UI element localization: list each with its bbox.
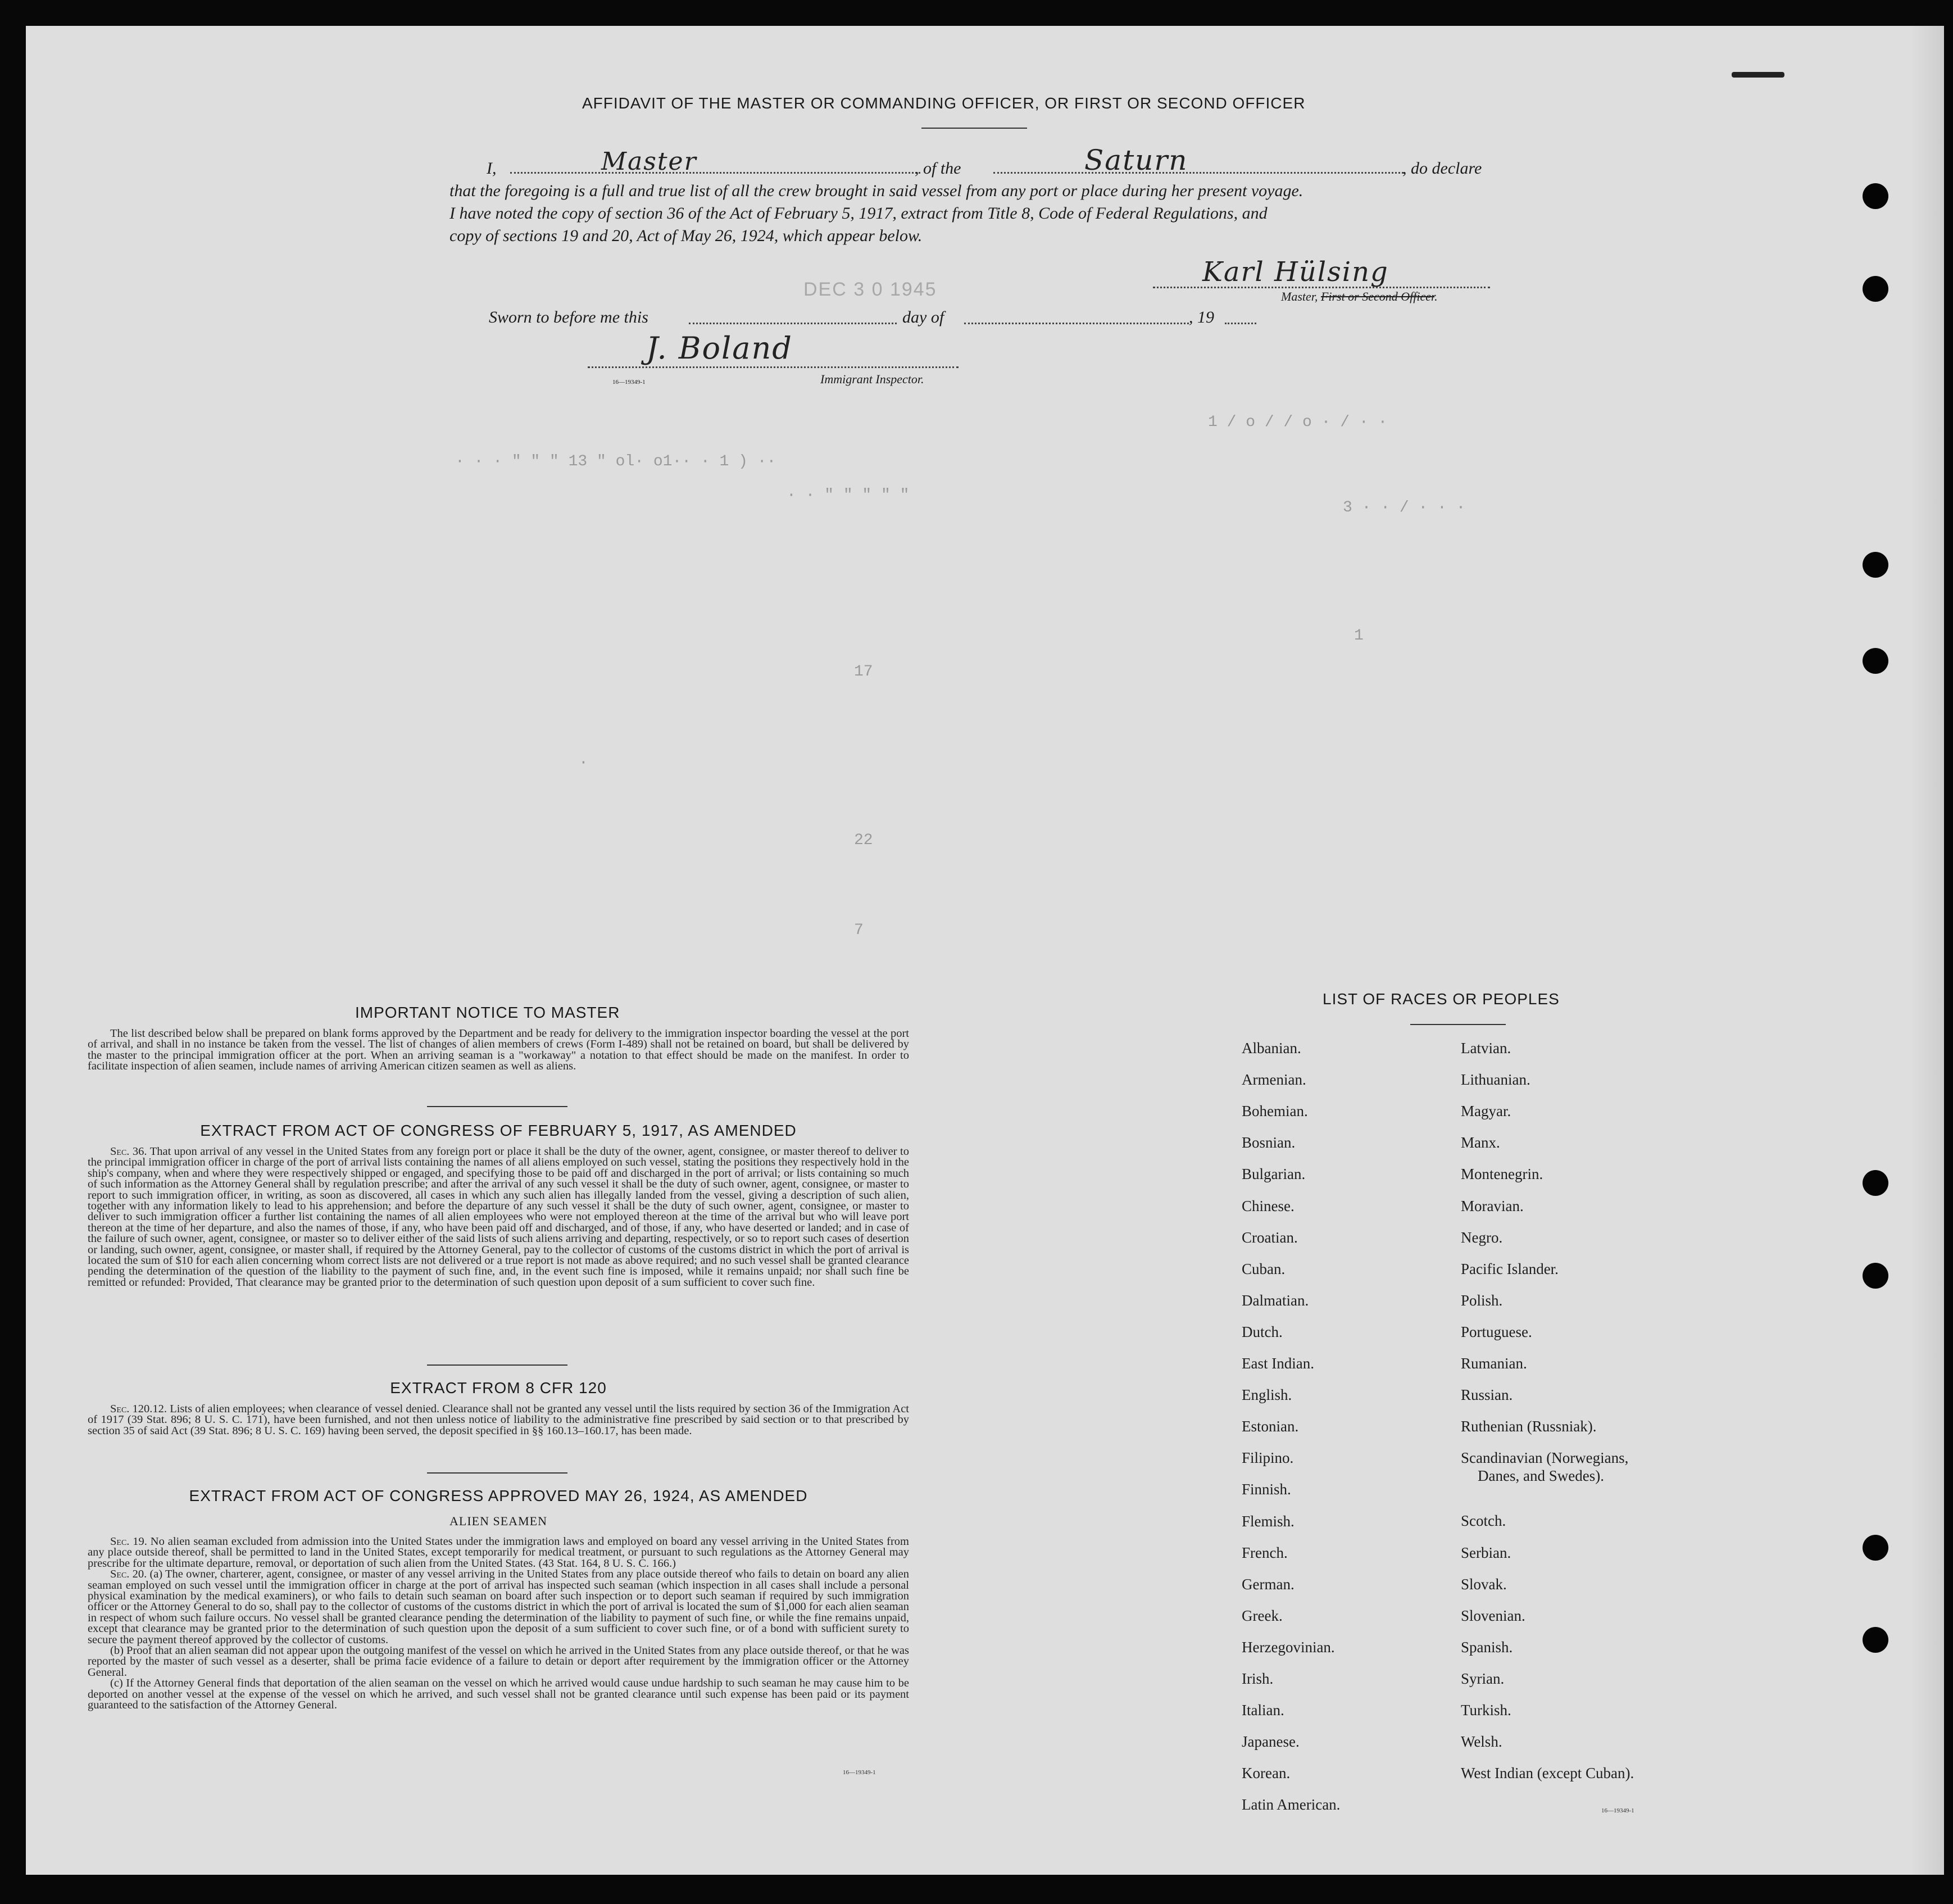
extract-form-code: 16—19349-1 [843,1769,876,1776]
alien-seamen-subtitle: ALIEN SEAMEN [449,1514,547,1528]
race-item: Slovenian. [1461,1607,1525,1624]
of-the-label: , of the [915,159,961,178]
page-edge-shadow [1910,26,1944,1875]
notice-text [88,1028,909,1072]
sec20b-text: (b) Proof that an alien seaman did not appear upon the outgoing manifest of the vessel on which he arrived in the United States from any place outside thereof, or that he was reported by the master of such vessel as a deserter, shall be prima facie evidence of a failure to detain or deport after requirement by the immigration officer or the Attorney General. [88,1644,909,1679]
sec20a-text: (a) The owner, charterer, agent, consignee, or master of any vessel arriving in the United States from any place outside thereof who fails to detain on board any alien seaman employed on such vessel until the immigration officer in charge at the port of arrival has inspected such seaman (which inspection in all cases shall include a personal physical examination by the medical examiners), or who fails to detain such seaman on board after such inspection or to deport such seaman if required by such immigration officer or the Attorney General to do so, shall pay to the collector of customs of the customs district in which the port of arrival is located the sum of $1,000 for each alien seaman in respect of whom such failure occurs. No vessel shall be granted clearance pending the determination of the liability to payment of such fine, or while the fine remains unpaid, except that clearance may be granted prior to the determination of such question upon the deposit of a sum sufficient to cover such fine, or of a bond with sufficient surety to secure the payment thereof approved by the collector of customs. [88,1568,909,1646]
race-item: Armenian. [1242,1071,1306,1089]
race-item: Herzegovinian. [1242,1638,1335,1656]
inspector-signature: J. Boland [646,330,793,366]
bleed-through: 22 [854,832,873,849]
sec120-label: Sec. 120.12. [110,1403,167,1415]
race-item: Portuguese. [1461,1323,1532,1340]
year-field [1225,323,1256,324]
race-item: Turkish. [1461,1702,1511,1719]
sec19-text: No alien seaman excluded from admission into the United States under the immigration laws and employed on board any vessel arriving in the United States from any place outside thereof, shall be permitted to land in the United States, except temporarily for medical treatment, or pursuant to such regulations as the Attorney General may prescribe for the ultimate departure, removal, or deportation of such alien from the United States. (43 Stat. 164, 8 U. S. C. 166.) [88,1535,910,1570]
binder-hole [1863,1263,1888,1289]
affidavit-body-line3: copy of sections 19 and 20, Act of May 26, 1924, which appear below. [449,226,923,245]
sec20-label: Sec. 20. [110,1568,147,1581]
bleed-through: 1 [1354,627,1364,645]
extract-1924-text [88,1536,909,1711]
binder-hole [1863,1170,1888,1196]
extract-1924-title: EXTRACT FROM ACT OF CONGRESS APPROVED MAY 26, 1924, AS AMENDED [189,1487,808,1504]
race-item: Danes, and Swedes). [1478,1467,1604,1485]
race-item: Montenegrin. [1461,1166,1543,1183]
race-item: Moravian. [1461,1197,1524,1214]
race-item: Finnish. [1242,1481,1291,1498]
race-item: Magyar. [1461,1103,1511,1120]
race-item: Polish. [1461,1291,1503,1309]
race-item: French. [1242,1544,1288,1561]
sec120-text: Lists of alien employees; when clearance of vessel denied. Clearance shall not be granted any vessel until the lists required by section 36 of the Immigration Act of 1917 (39 Stat. 896; 8 U. S. C. 171), have been furnished, and not then unless notice of liability to the administrative fine prescribed by said section or to that prescribed by section 35 of said Act (39 Stat. 896; 8 U. S. C. 169) having been served, the deposit specified in §§ 160.13–160.17, has been made. [88,1403,910,1437]
bleed-through: 3 · · / · · · [1343,499,1466,516]
bleed-through: 7 [854,922,864,939]
affidavit-body-line1: that the foregoing is a full and true list of all the crew brought in said vessel from any port or place during her present voyage. [449,182,1303,200]
race-item: Dalmatian. [1242,1291,1309,1309]
races-divider [1410,1024,1506,1025]
sworn-day-field [689,323,897,324]
race-item: Slovak. [1461,1575,1507,1593]
section-divider [427,1364,567,1366]
do-declare-label: , do declare [1402,159,1482,178]
bleed-through: 1 / o / / o · / · · [1208,414,1388,431]
bleed-through: · [579,754,588,772]
race-item: Syrian. [1461,1670,1505,1687]
declarant-handwritten: Master [601,147,697,176]
race-item: English. [1242,1386,1292,1404]
sworn-month-field [964,323,1189,324]
notice-paragraph: The list described below shall be prepared on blank forms approved by the Department and be ready for delivery to the immigration inspector boarding the vessel at the port of arrival, and shall in no instance be taken from the vessel. The list of changes of alien members of crews (Form I-489) shall not be retained on board, but shall be delivered by the master to the principal immigration officer at the port. When an arriving seaman is a "workaway" a notation to that effect should be made on the manifest. In order to facilitate inspection of alien seamen, include names of arriving American citizen seamen as well as aliens. [88,1027,909,1073]
signature-caption [1281,289,1438,304]
sec20c-text: (c) If the Attorney General finds that deportation of the alien seaman on the vessel on which he arrived would cause undue hardship to such seaman he may cause him to be deported on another vessel at the expense of the vessel on which he arrived, and such vessel shall not be granted clearance until such expense has been paid or its payment guaranteed to the satisfaction of the Attorney General. [88,1677,909,1712]
race-item: Chinese. [1242,1197,1295,1214]
race-item: Serbian. [1461,1544,1511,1561]
race-item: Spanish. [1461,1638,1513,1656]
inspector-form-code: 16—19349-1 [612,379,646,386]
bleed-through: · · " " " " " [787,487,910,504]
binder-hole [1863,1627,1888,1653]
sec36-text: That upon arrival of any vessel in the United States from any foreign port or place it shall be the duty of the owner, agent, consignee, or master thereof to deliver to the principal immigration officer in charge of the port of arrival lists containing the names of all aliens employed on such vessel, stating the positions they respectively hold in the ship's company, when and where they were respectively shipped or engaged, and specifying those to be paid off and discharged in the port of arrival; or lists containing so much of such information as the Attorney General shall by regulation prescribe; and after the arrival of any such vessel it shall be the duty of such owner, agent, consignee, or master to report to such immigration officer, in writing, as soon as discovered, all cases in which any such alien has illegally landed from the vessel, giving a description of such alien, together with any information likely to lead to his apprehension; and before the departure of any such vessel it shall be the duty of such owner, agent, consignee, or master to deliver to such immigration officer a further list containing the names of all alien employees who were not employed thereon at the time of the arrival but who will leave port thereon at the time of her departure, and also the names of those, if any, who have been paid off and discharged, and of those, if any, who have deserted or landed; and in case of the failure of such owner, agent, consignee, or master so to deliver either of the said lists of such aliens arriving and departing, respectively, or so to report such cases of desertion or landing, such owner, agent, consignee, or master shall, if required by the Attorney General, pay to the collector of customs of the customs district in which the port of arrival is located the sum of $10 for each alien concerning whom correct lists are not delivered or a true report is not made as above required; and no such vessel shall be granted clearance pending the determination of the question of the liability to the payment of such fine, and, in the event such fine is imposed, while it remains unpaid; nor shall such fine be remitted or refunded: Provided, That clearance may be granted prior to the determination of such question upon deposit of a sum sufficient to cover such fine. [88,1145,909,1289]
race-item: German. [1242,1575,1295,1593]
day-of-label: day of [902,308,944,327]
caption-struck-officer: First or Second Officer [1320,289,1435,303]
race-item: Greek. [1242,1607,1283,1624]
race-item: Manx. [1461,1134,1500,1152]
race-item: Bohemian. [1242,1103,1308,1120]
race-item: Bosnian. [1242,1134,1296,1152]
affidavit-title: AFFIDAVIT OF THE MASTER OR COMMANDING OFFICER, OR FIRST OR SECOND OFFICER [582,94,1306,112]
race-item: Ruthenian (Russniak). [1461,1418,1597,1435]
extract-cfr-title: EXTRACT FROM 8 CFR 120 [390,1379,607,1397]
affidavit-body-line2: I have noted the copy of section 36 of the Act of February 5, 1917, extract from Title 8, Code of Federal Regulations, and [449,204,1268,223]
race-item: Japanese. [1242,1733,1300,1751]
ink-smudge [1732,72,1784,78]
vessel-field [993,172,1404,174]
extract-1917-text [88,1146,909,1288]
section-divider [427,1472,567,1474]
master-signature: Karl Hülsing [1202,256,1389,288]
extract-1917-title: EXTRACT FROM ACT OF CONGRESS OF FEBRUARY 5, 1917, AS AMENDED [200,1122,797,1139]
bleed-through: 17 [854,663,873,681]
inspector-line [588,366,959,368]
race-item: Albanian. [1242,1040,1301,1057]
race-item: Latvian. [1461,1040,1511,1057]
race-item: Dutch. [1242,1323,1283,1340]
binder-hole [1863,552,1888,578]
title-divider [921,128,1027,129]
binder-hole [1863,648,1888,674]
date-stamp: DEC 3 0 1945 [803,279,937,300]
race-item: Croatian. [1242,1228,1298,1246]
race-item: Latin American. [1242,1796,1341,1814]
race-item: Pacific Islander. [1461,1260,1559,1277]
races-form-code: 16—19349-1 [1601,1807,1634,1814]
race-item: Scotch. [1461,1512,1506,1530]
bleed-through: · · · " " " 13 " ol· o1·· · 1 ) ·· [455,453,776,470]
binder-hole [1863,1535,1888,1561]
binder-hole [1863,276,1888,302]
race-item: Russian. [1461,1386,1513,1404]
caption-master: Master, [1281,289,1318,303]
extract-cfr-text [88,1404,909,1436]
race-item: Italian. [1242,1702,1284,1719]
sworn-prefix: Sworn to before me this [489,308,648,327]
race-item: Cuban. [1242,1260,1286,1277]
year-label: , 19 [1189,308,1214,327]
declarant-field [510,172,920,174]
race-item: Flemish. [1242,1512,1295,1530]
notice-title: IMPORTANT NOTICE TO MASTER [355,1004,620,1021]
race-item: East Indian. [1242,1355,1314,1372]
race-item: Estonian. [1242,1418,1299,1435]
races-title: LIST OF RACES OR PEOPLES [1323,990,1560,1008]
caption-end: . [1434,289,1438,303]
binder-hole [1863,183,1888,209]
race-item: Welsh. [1461,1733,1502,1751]
declarant-prefix: I, [487,159,497,178]
section-divider [427,1106,567,1107]
race-item: Scandinavian (Norwegians, [1461,1449,1629,1467]
race-item: Bulgarian. [1242,1166,1306,1183]
race-item: Filipino. [1242,1449,1294,1467]
sec36-label: Sec. 36. [110,1145,147,1158]
race-item: Rumanian. [1461,1355,1527,1372]
race-item: Korean. [1242,1765,1291,1782]
race-item: Lithuanian. [1461,1071,1530,1089]
sec19-label: Sec. 19. [110,1535,147,1548]
race-item: Irish. [1242,1670,1274,1687]
race-item: Negro. [1461,1228,1503,1246]
inspector-caption: Immigrant Inspector. [820,372,924,386]
vessel-handwritten: Saturn [1084,144,1188,176]
race-item: West Indian (except Cuban). [1461,1765,1634,1782]
